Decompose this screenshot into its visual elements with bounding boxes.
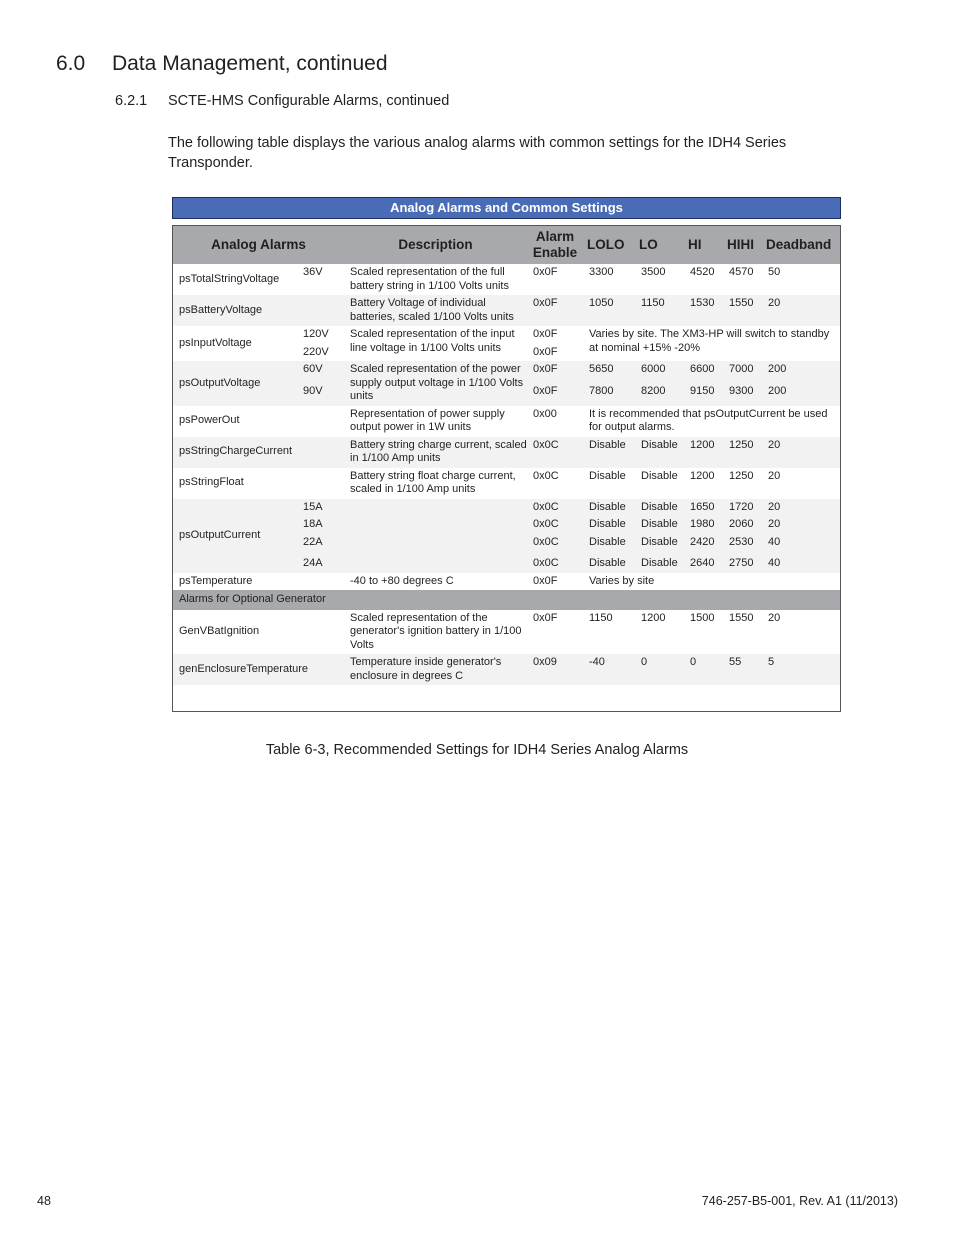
header-lo: LO [635, 226, 684, 264]
table-header-row [173, 226, 840, 264]
alarm-name: psStringFloat [179, 476, 244, 489]
alarm-variant: 36V [303, 266, 323, 278]
alarm-enable: 0x0F [533, 328, 558, 340]
subsection-number: 6.2.1 [115, 93, 148, 109]
alarm-hi: 1500 [690, 611, 715, 624]
header-description: Description [344, 226, 527, 264]
table-row [173, 406, 840, 437]
alarm-lolo: Disable [583, 437, 635, 468]
alarm-variant: 120V [303, 328, 329, 340]
alarm-hihi: 1720 [723, 499, 762, 517]
table-row [173, 654, 840, 685]
alarm-enable: 0x0C [527, 551, 583, 573]
alarm-hi: 1530 [684, 295, 723, 326]
alarm-hihi: 1550 [729, 611, 754, 624]
alarm-hihi: 55 [723, 654, 762, 685]
section-title: Data Management, continued [112, 52, 388, 75]
table-row [173, 573, 840, 591]
alarm-deadband: 200 [762, 361, 840, 383]
subsection-title: SCTE-HMS Configurable Alarms, continued [168, 93, 450, 109]
alarm-variant: 24A [297, 551, 344, 573]
alarm-lolo: 7800 [583, 383, 635, 405]
alarm-enable: 0x0C [527, 534, 583, 552]
subsection-heading [115, 93, 449, 109]
alarm-variant: 22A [297, 534, 344, 552]
alarm-lo: 1200 [641, 611, 666, 624]
group-header-label: Alarms for Optional Generator [173, 590, 840, 610]
table-row [173, 361, 840, 383]
alarm-lolo: -40 [583, 654, 635, 685]
header-deadband: Deadband [762, 226, 840, 264]
alarm-name: psInputVoltage [179, 336, 252, 349]
alarm-enable: 0x0F [533, 345, 558, 358]
alarm-note: Varies by site. The XM3-HP will switch to standby at nominal +15% -20% [589, 328, 830, 354]
alarm-hihi: 9300 [723, 383, 762, 405]
alarm-hi: 1980 [684, 516, 723, 534]
alarm-hihi: 1250 [723, 437, 762, 468]
header-analog-alarms: Analog Alarms [173, 226, 344, 264]
alarm-lo: Disable [635, 437, 684, 468]
alarm-description: Scaled representation of the input line voltage in 1/100 Volts units [350, 328, 515, 354]
alarm-enable: 0x0F [533, 266, 558, 278]
alarm-hi: 4520 [690, 266, 715, 278]
alarm-note: Varies by site [589, 574, 655, 587]
alarm-enable: 0x0C [527, 437, 583, 468]
alarm-hihi: 1550 [723, 295, 762, 326]
alarm-description: Representation of power supply output power in 1W units [350, 407, 505, 433]
alarm-lolo: Disable [583, 499, 635, 517]
header-alarm-enable: Alarm Enable [527, 226, 583, 264]
alarm-lo: 6000 [635, 361, 684, 383]
alarm-lo: Disable [635, 499, 684, 517]
alarm-deadband: 20 [768, 611, 781, 624]
alarm-deadband: 40 [762, 534, 840, 552]
section-heading [56, 52, 388, 76]
section-number: 6.0 [56, 52, 86, 75]
alarm-name: psPowerOut [179, 414, 240, 427]
alarm-variant [297, 468, 344, 499]
alarm-deadband: 40 [762, 551, 840, 573]
alarm-hi: 6600 [684, 361, 723, 383]
alarm-enable: 0x0F [527, 295, 583, 326]
alarm-enable: 0x0C [527, 499, 583, 517]
alarm-variant: 90V [297, 383, 344, 405]
alarm-enable: 0x00 [533, 407, 557, 420]
alarm-name: psOutputVoltage [173, 361, 297, 406]
alarm-name: psBatteryVoltage [173, 295, 297, 326]
alarm-variant [297, 573, 344, 591]
alarm-lolo: 3300 [589, 266, 614, 278]
alarm-hi: 2640 [684, 551, 723, 573]
table-row [173, 264, 840, 295]
alarm-hi: 1200 [690, 469, 715, 482]
alarm-enable: 0x0C [533, 469, 559, 482]
document-revision: 746-257-B5-001, Rev. A1 (11/2013) [701, 1194, 898, 1208]
alarm-deadband: 20 [762, 437, 840, 468]
page-number: 48 [37, 1194, 51, 1208]
alarm-hi: 1200 [684, 437, 723, 468]
alarm-enable: 0x0F [533, 611, 558, 624]
alarm-variant: 60V [297, 361, 344, 383]
alarm-hihi: 2530 [723, 534, 762, 552]
alarm-enable: 0x0F [527, 383, 583, 405]
table-banner: Analog Alarms and Common Settings [172, 197, 841, 219]
table-row [173, 499, 840, 517]
table-row [173, 468, 840, 499]
alarm-description: Temperature inside generator's enclosure in degrees C [344, 654, 527, 685]
alarm-lolo: 1150 [589, 611, 613, 624]
alarm-lo: 8200 [635, 383, 684, 405]
alarm-variant: 15A [297, 499, 344, 517]
alarm-deadband: 5 [762, 654, 840, 685]
alarm-description: Scaled representation of the power supply output voltage in 1/100 Volts units [344, 361, 527, 406]
alarm-deadband: 20 [762, 516, 840, 534]
alarm-lo: Disable [641, 469, 678, 482]
alarm-hi: 2420 [684, 534, 723, 552]
alarm-description: Scaled representation of the generator's ignition battery in 1/100 Volts [350, 611, 522, 651]
alarm-description: -40 to +80 degrees C [350, 574, 454, 587]
alarm-name: GenVBatIgnition [179, 625, 260, 637]
alarm-enable: 0x0C [527, 516, 583, 534]
alarm-hihi: 4570 [729, 266, 754, 278]
alarm-deadband: 20 [762, 499, 840, 517]
alarm-description: Battery Voltage of individual batteries, scaled 1/100 Volts units [344, 295, 527, 326]
header-hi: HI [684, 226, 723, 264]
alarm-lo: 3500 [641, 266, 666, 278]
alarm-lolo: Disable [583, 516, 635, 534]
alarm-hi: 1650 [684, 499, 723, 517]
alarm-description: Battery string charge current, scaled in 1/100 Amp units [344, 437, 527, 468]
alarm-variant [297, 295, 344, 326]
alarm-hihi: 2060 [723, 516, 762, 534]
alarm-name: genEnclosureTemperature [173, 654, 297, 685]
alarm-deadband: 50 [768, 266, 781, 278]
alarm-description [344, 499, 527, 573]
table-row [173, 437, 840, 468]
alarm-deadband: 200 [762, 383, 840, 405]
alarm-deadband: 20 [768, 469, 781, 482]
alarm-lo: Disable [635, 516, 684, 534]
alarm-hihi: 1250 [729, 469, 754, 482]
analog-alarms-table [172, 225, 841, 712]
alarm-description: Battery string float charge current, scaled in 1/100 Amp units [350, 469, 516, 495]
intro-paragraph: The following table displays the various analog alarms with common settings for the IDH4 Series Transponder. [168, 135, 787, 171]
table-row [173, 326, 840, 344]
alarm-lolo: Disable [583, 534, 635, 552]
table-row [173, 295, 840, 326]
alarm-hi: 0 [684, 654, 723, 685]
alarm-lo: 0 [635, 654, 684, 685]
alarm-deadband: 20 [762, 295, 840, 326]
header-hihi: HIHI [723, 226, 762, 264]
alarm-variant: 18A [297, 516, 344, 534]
alarm-name: psTemperature [179, 574, 253, 587]
table-caption: Table 6-3, Recommended Settings for IDH4 Series Analog Alarms [265, 742, 689, 758]
alarm-lo: 1150 [635, 295, 684, 326]
alarm-note: It is recommended that psOutputCurrent be used for output alarms. [589, 407, 828, 433]
alarm-description: Scaled representation of the full battery string in 1/100 Volts units [350, 266, 509, 292]
alarm-lo: Disable [635, 551, 684, 573]
table-row [173, 610, 840, 655]
header-lolo: LOLO [583, 226, 635, 264]
alarm-lo: Disable [635, 534, 684, 552]
alarm-name: psTotalStringVoltage [179, 272, 280, 285]
alarm-hihi: 2750 [723, 551, 762, 573]
alarm-hi: 9150 [684, 383, 723, 405]
alarm-hihi: 7000 [723, 361, 762, 383]
alarm-variant: 220V [303, 345, 329, 358]
alarm-lolo: 5650 [583, 361, 635, 383]
alarm-name: psOutputCurrent [173, 499, 297, 573]
alarm-variant [297, 406, 344, 437]
alarm-enable: 0x0F [527, 361, 583, 383]
alarm-enable: 0x0F [533, 574, 558, 587]
alarm-enable: 0x09 [527, 654, 583, 685]
group-header-row [173, 590, 840, 610]
alarm-variant [297, 610, 344, 655]
alarm-lolo: 1050 [583, 295, 635, 326]
alarm-variant [297, 437, 344, 468]
alarm-lolo: Disable [583, 551, 635, 573]
alarm-lolo: Disable [589, 469, 626, 482]
alarm-name: psStringChargeCurrent [173, 437, 297, 468]
